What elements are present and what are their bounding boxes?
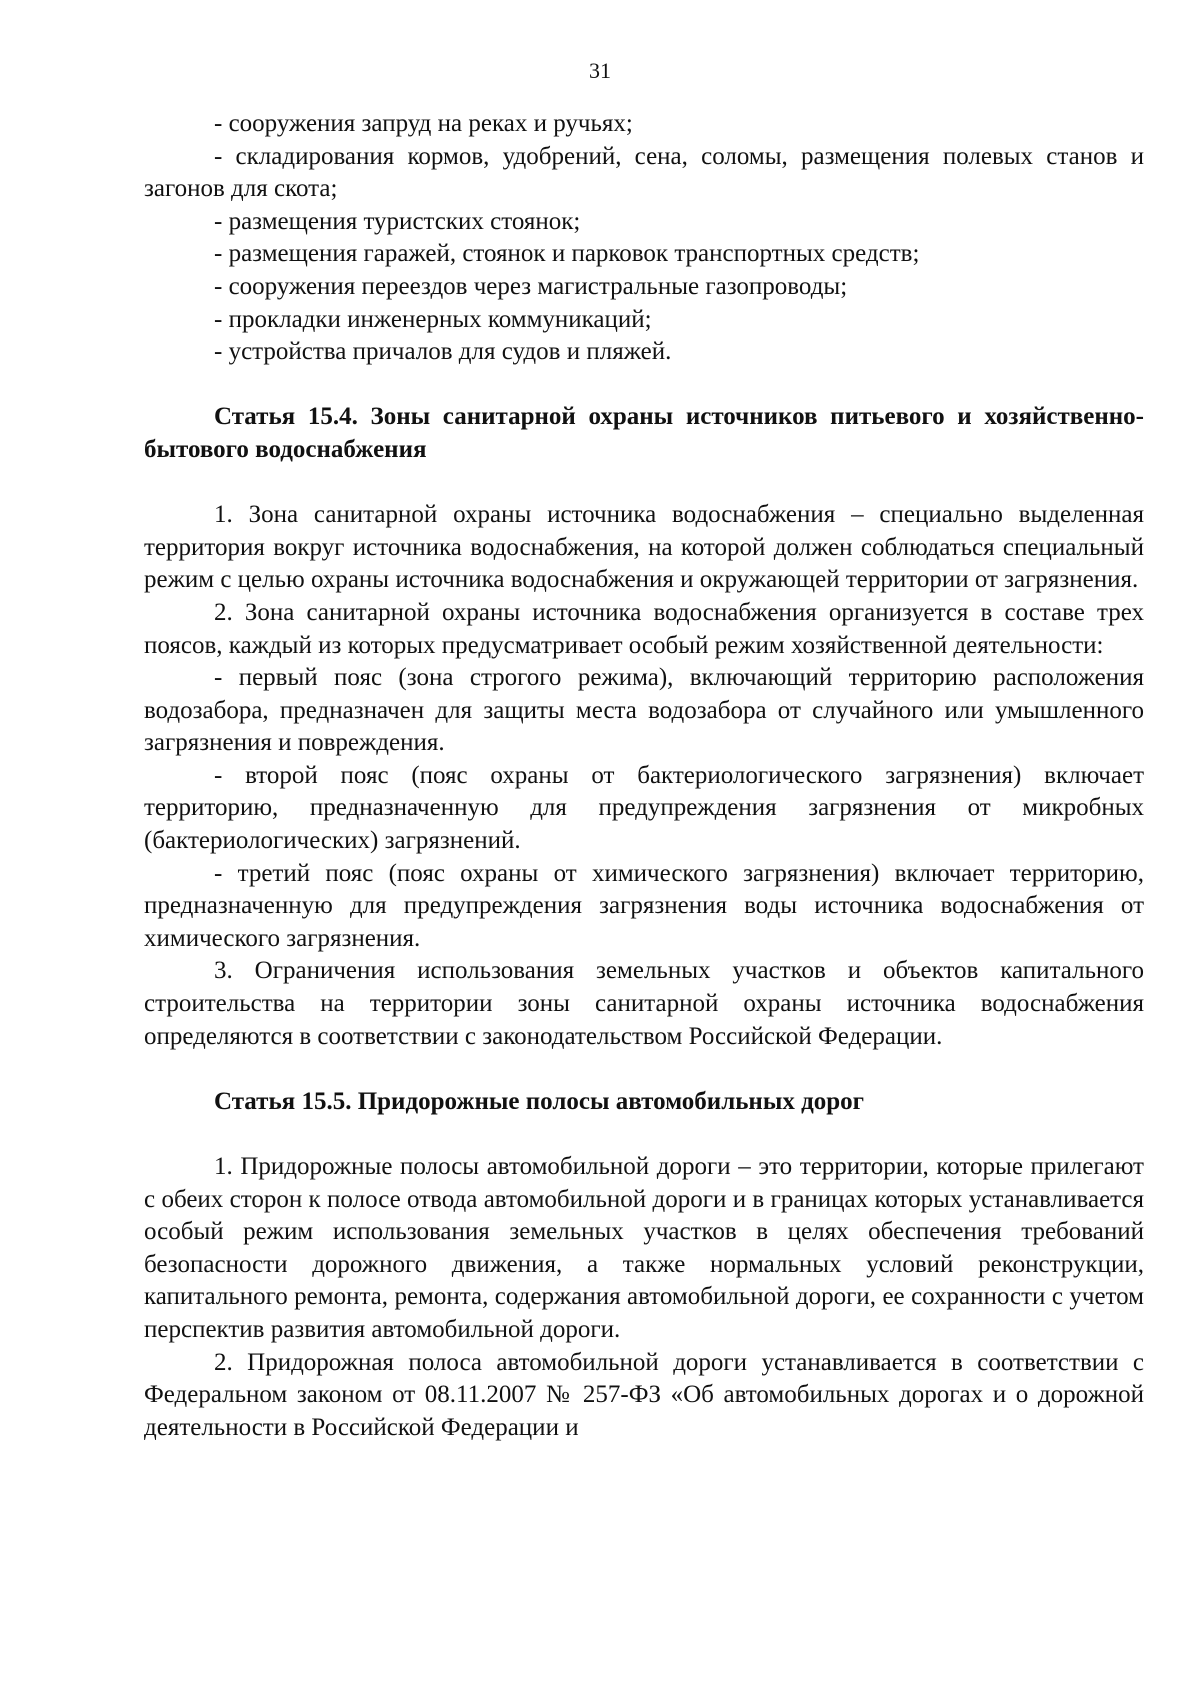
list-item: - сооружения запруд на реках и ручьях;: [214, 110, 633, 137]
paragraph: 1. Придорожные полосы автомобильной дороги – это территории, которые прилегают с обеих сторон к полосе отвода автомобильной дороги и в границах которых устанавливается особый режим использования земельных участков в целях обеспечения требований безопасности дорожного движения, а также нормальных условий реконструкции, капитального ремонта, ремонта, содержания автомобильной дороги, ее сохранности с учетом перспектив развития автомобильной дороги.: [144, 1153, 1144, 1343]
page-number: 31: [589, 58, 611, 83]
paragraph: - первый пояс (зона строгого режима), включающий территорию расположения водозабора, предназначен для защиты места водозабора от случайного или умышленного загрязнения и повреждения.: [144, 664, 1144, 757]
paragraph: - второй пояс (пояс охраны от бактериологического загрязнения) включает территорию, предназначенную для предупреждения загрязнения от микробных (бактериологических) загрязнений.: [144, 761, 1144, 855]
spacer: [144, 467, 1144, 500]
list-item: - сооружения переездов через магистральные газопроводы;: [214, 272, 848, 300]
spacer: [144, 1053, 1144, 1086]
spacer: [144, 369, 1144, 402]
list-item: - размещения туристских стоянок;: [214, 207, 581, 235]
article-heading-15-4: Статья 15.4. Зоны санитарной охраны источников питьевого и хозяйственно-бытового водоснабжения: [144, 403, 1144, 463]
list-item: - размещения гаражей, стоянок и парковок транспортных средств;: [214, 240, 920, 268]
paragraph: - третий пояс (пояс охраны от химического загрязнения) включает территорию, предназначенную для предупреждения загрязнения воды источника водоснабжения от химического загрязнения.: [144, 859, 1144, 952]
spacer: [144, 1118, 1144, 1151]
list-item: - прокладки инженерных коммуникаций;: [214, 305, 652, 333]
paragraph: 2. Зона санитарной охраны источника водоснабжения организуется в составе трех поясов, каждый из которых предусматривает особый режим хозяйственной деятельности:: [144, 598, 1144, 659]
list-item: - складирования кормов, удобрений, сена, соломы, размещения полевых станов и загонов для скота;: [144, 142, 1144, 203]
paragraph: 1. Зона санитарной охраны источника водоснабжения – специально выделенная территория вокруг источника водоснабжения, на которой должен соблюдаться специальный режим с целью охраны источника водоснабжения и окружающей территории от загрязнения.: [144, 501, 1144, 594]
article-heading-15-5: Статья 15.5. Придорожные полосы автомобильных дорог: [214, 1087, 865, 1115]
list-item: - устройства причалов для судов и пляжей.: [214, 338, 672, 366]
paragraph: 3. Ограничения использования земельных участков и объектов капитального строительства на территории зоны санитарной охраны источника водоснабжения определяются в соответствии с законодательством Российской Федерации.: [144, 957, 1144, 1050]
paragraph: 2. Придорожная полоса автомобильной дороги устанавливается в соответствии с Федеральном законом от 08.11.2007 № 257-ФЗ «Об автомобильных дорогах и о дорожной деятельности в Российской Федерации и: [144, 1348, 1144, 1441]
document-body: [144, 108, 1144, 1444]
